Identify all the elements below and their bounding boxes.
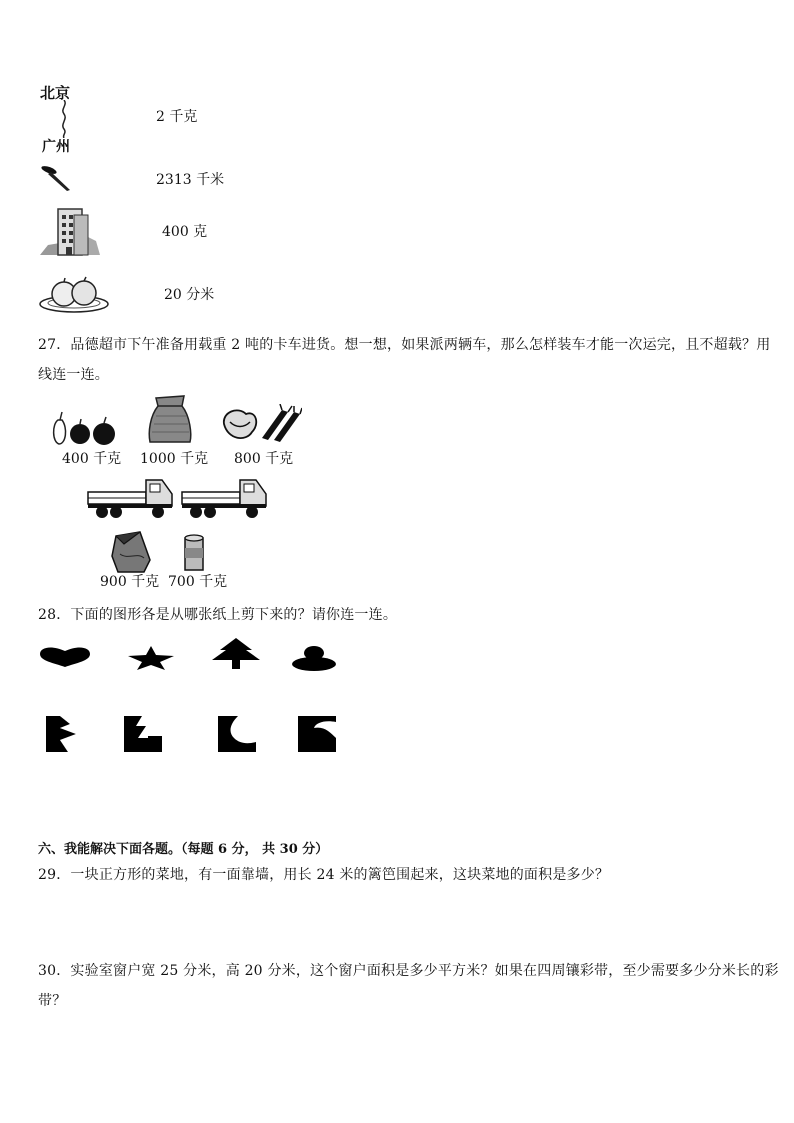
question-27-line2: 线连一连。 bbox=[38, 367, 109, 383]
cloud-shape bbox=[290, 646, 338, 672]
truck-icon bbox=[180, 476, 268, 520]
star-shape bbox=[126, 646, 176, 670]
bag-icon bbox=[110, 530, 152, 574]
goods-label-400kg: 400 千克 bbox=[62, 451, 122, 467]
tree-shape bbox=[208, 638, 264, 670]
goods-label-1000kg: 1000 千克 bbox=[140, 451, 209, 467]
can-icon bbox=[182, 534, 206, 572]
map-label-guangzhou: 广州 bbox=[42, 139, 70, 155]
section-6-title: 六、我能解决下面各题。（每题 6 分， 共 30 分） bbox=[38, 842, 329, 857]
building-icon bbox=[38, 205, 102, 257]
map-label-beijing: 北京 bbox=[40, 84, 71, 102]
goods-label-700kg: 700 千克 bbox=[168, 574, 228, 590]
nail-icon bbox=[40, 164, 74, 192]
value-400g: 400 克 bbox=[162, 224, 208, 240]
paper-cloud-cut bbox=[298, 716, 336, 752]
sack-icon bbox=[146, 394, 194, 444]
question-28: 28．下面的图形各是从哪张纸上剪下来的？请你连一连。 bbox=[38, 607, 398, 623]
goods-label-900kg: 900 千克 bbox=[100, 574, 160, 590]
paper-star-cut bbox=[46, 716, 84, 752]
value-20dm: 20 分米 bbox=[164, 287, 215, 303]
question-27-line1: 27．品德超市下午准备用载重 2 吨的卡车进货。想一想，如果派两辆车，那么怎样装车才能一次运完，且不超载？用 bbox=[38, 337, 771, 353]
goods-label-800kg: 800 千克 bbox=[234, 451, 294, 467]
vegetable-icon bbox=[220, 404, 302, 444]
paper-heart-cut bbox=[218, 716, 256, 752]
route-map-icon bbox=[40, 80, 80, 155]
question-29: 29．一块正方形的菜地，有一面靠墙，用长 24 米的篱笆围起来，这块菜地的面积是多少？ bbox=[38, 867, 610, 883]
paper-tree-cut bbox=[124, 716, 162, 752]
value-2313km: 2313 千米 bbox=[156, 172, 225, 188]
question-30-line2: 带？ bbox=[38, 993, 67, 1009]
truck-icon bbox=[86, 476, 174, 520]
fruit-plate-icon bbox=[38, 276, 110, 314]
question-30-line1: 30．实验室窗户宽 25 分米，高 20 分米，这个窗户面积是多少平方米？如果在四周镶彩带，至少需要多少分米长的彩 bbox=[38, 963, 779, 979]
value-2kg: 2 千克 bbox=[156, 109, 198, 125]
fruit-icon bbox=[48, 406, 120, 446]
heart-shape bbox=[38, 645, 92, 669]
